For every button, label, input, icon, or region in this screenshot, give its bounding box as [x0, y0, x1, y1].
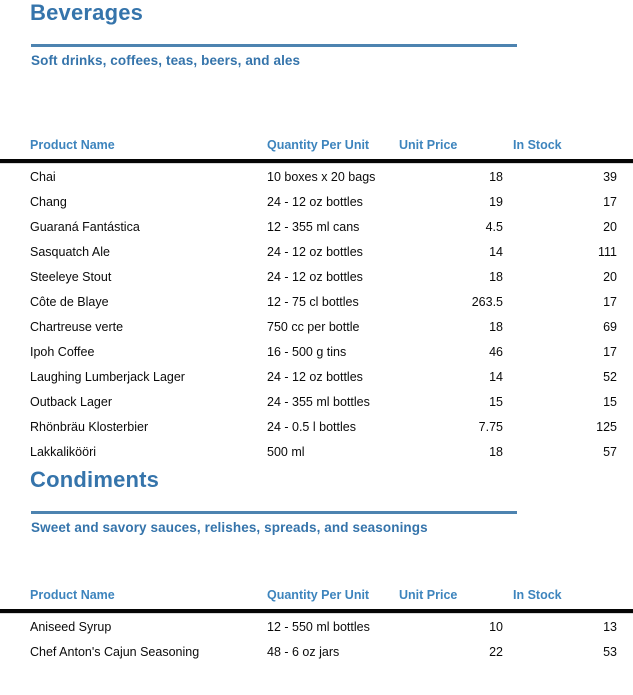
column-header-product-name: Product Name [30, 138, 115, 152]
cell-quantity-per-unit: 24 - 12 oz bottles [267, 194, 363, 209]
category-description: Sweet and savory sauces, relishes, spreads, and seasonings [31, 520, 428, 535]
cell-in-stock: 20 [603, 269, 617, 284]
cell-quantity-per-unit: 24 - 0.5 l bottles [267, 419, 356, 434]
table-body [0, 164, 633, 464]
title-underline [31, 44, 517, 47]
column-header-quantity-per-unit: Quantity Per Unit [267, 588, 370, 602]
cell-product-name: Laughing Lumberjack Lager [30, 369, 185, 384]
cell-unit-price: 263.5 [471, 294, 503, 309]
table-row [0, 189, 633, 214]
cell-in-stock: 57 [603, 444, 617, 459]
cell-in-stock: 52 [603, 369, 617, 384]
cell-in-stock: 15 [603, 394, 617, 409]
cell-quantity-per-unit: 12 - 75 cl bottles [267, 294, 359, 309]
table-row [0, 639, 633, 664]
cell-quantity-per-unit: 16 - 500 g tins [267, 344, 347, 359]
cell-product-name: Rhönbräu Klosterbier [30, 419, 149, 434]
cell-in-stock: 17 [603, 344, 617, 359]
cell-quantity-per-unit: 24 - 355 ml bottles [267, 394, 370, 409]
cell-unit-price: 18 [489, 169, 503, 184]
table-row [0, 389, 633, 414]
cell-unit-price: 18 [489, 444, 503, 459]
cell-unit-price: 15 [489, 394, 503, 409]
table-row [0, 264, 633, 289]
table-header-row [0, 136, 633, 154]
table-row [0, 414, 633, 439]
table-row [0, 314, 633, 339]
category-description: Soft drinks, coffees, teas, beers, and ales [31, 53, 301, 68]
cell-unit-price: 10 [489, 619, 503, 634]
cell-product-name: Sasquatch Ale [30, 244, 110, 259]
cell-in-stock: 17 [603, 294, 617, 309]
cell-in-stock: 20 [603, 219, 617, 234]
table-header-row [0, 586, 633, 604]
column-header-product-name: Product Name [30, 588, 115, 602]
cell-quantity-per-unit: 500 ml [267, 444, 305, 459]
cell-in-stock: 13 [603, 619, 617, 634]
cell-quantity-per-unit: 48 - 6 oz jars [267, 644, 340, 659]
table-row [0, 364, 633, 389]
cell-in-stock: 111 [597, 244, 617, 259]
column-header-unit-price: Unit Price [399, 588, 458, 602]
column-header-unit-price: Unit Price [399, 138, 458, 152]
category-title: Condiments [30, 467, 160, 492]
cell-product-name: Outback Lager [30, 394, 112, 409]
cell-unit-price: 18 [489, 319, 503, 334]
cell-unit-price: 4.5 [485, 219, 503, 234]
column-header-quantity-per-unit: Quantity Per Unit [267, 138, 370, 152]
cell-unit-price: 46 [489, 344, 503, 359]
cell-in-stock: 17 [603, 194, 617, 209]
cell-product-name: Lakkalikööri [30, 444, 97, 459]
cell-in-stock: 125 [596, 419, 617, 434]
table-row [0, 239, 633, 264]
table-row [0, 214, 633, 239]
cell-unit-price: 14 [489, 369, 503, 384]
table-row [0, 164, 633, 189]
cell-quantity-per-unit: 24 - 12 oz bottles [267, 269, 363, 284]
cell-unit-price: 14 [489, 244, 503, 259]
table-row [0, 439, 633, 464]
cell-product-name: Côte de Blaye [30, 294, 109, 309]
cell-product-name: Chai [30, 169, 56, 184]
cell-quantity-per-unit: 12 - 355 ml cans [267, 219, 360, 234]
category-section-condiments [0, 467, 633, 664]
column-header-in-stock: In Stock [513, 138, 562, 152]
cell-quantity-per-unit: 12 - 550 ml bottles [267, 619, 370, 634]
category-title: Beverages [30, 0, 144, 25]
cell-product-name: Aniseed Syrup [30, 619, 112, 634]
title-underline [31, 511, 517, 514]
table-body [0, 614, 633, 664]
cell-product-name: Chang [30, 194, 67, 209]
cell-in-stock: 39 [603, 169, 617, 184]
table-row [0, 614, 633, 639]
cell-unit-price: 18 [489, 269, 503, 284]
cell-quantity-per-unit: 24 - 12 oz bottles [267, 369, 363, 384]
cell-product-name: Ipoh Coffee [30, 344, 95, 359]
cell-product-name: Chef Anton's Cajun Seasoning [30, 644, 200, 659]
cell-quantity-per-unit: 24 - 12 oz bottles [267, 244, 363, 259]
table-row [0, 289, 633, 314]
column-header-in-stock: In Stock [513, 588, 562, 602]
cell-in-stock: 69 [603, 319, 617, 334]
cell-product-name: Chartreuse verte [30, 319, 124, 334]
table-row [0, 339, 633, 364]
cell-product-name: Guaraná Fantástica [30, 219, 140, 234]
cell-unit-price: 19 [489, 194, 503, 209]
cell-unit-price: 22 [489, 644, 503, 659]
cell-product-name: Steeleye Stout [30, 269, 112, 284]
cell-in-stock: 53 [603, 644, 617, 659]
cell-unit-price: 7.75 [478, 419, 503, 434]
cell-quantity-per-unit: 750 cc per bottle [267, 319, 360, 334]
cell-quantity-per-unit: 10 boxes x 20 bags [267, 169, 376, 184]
